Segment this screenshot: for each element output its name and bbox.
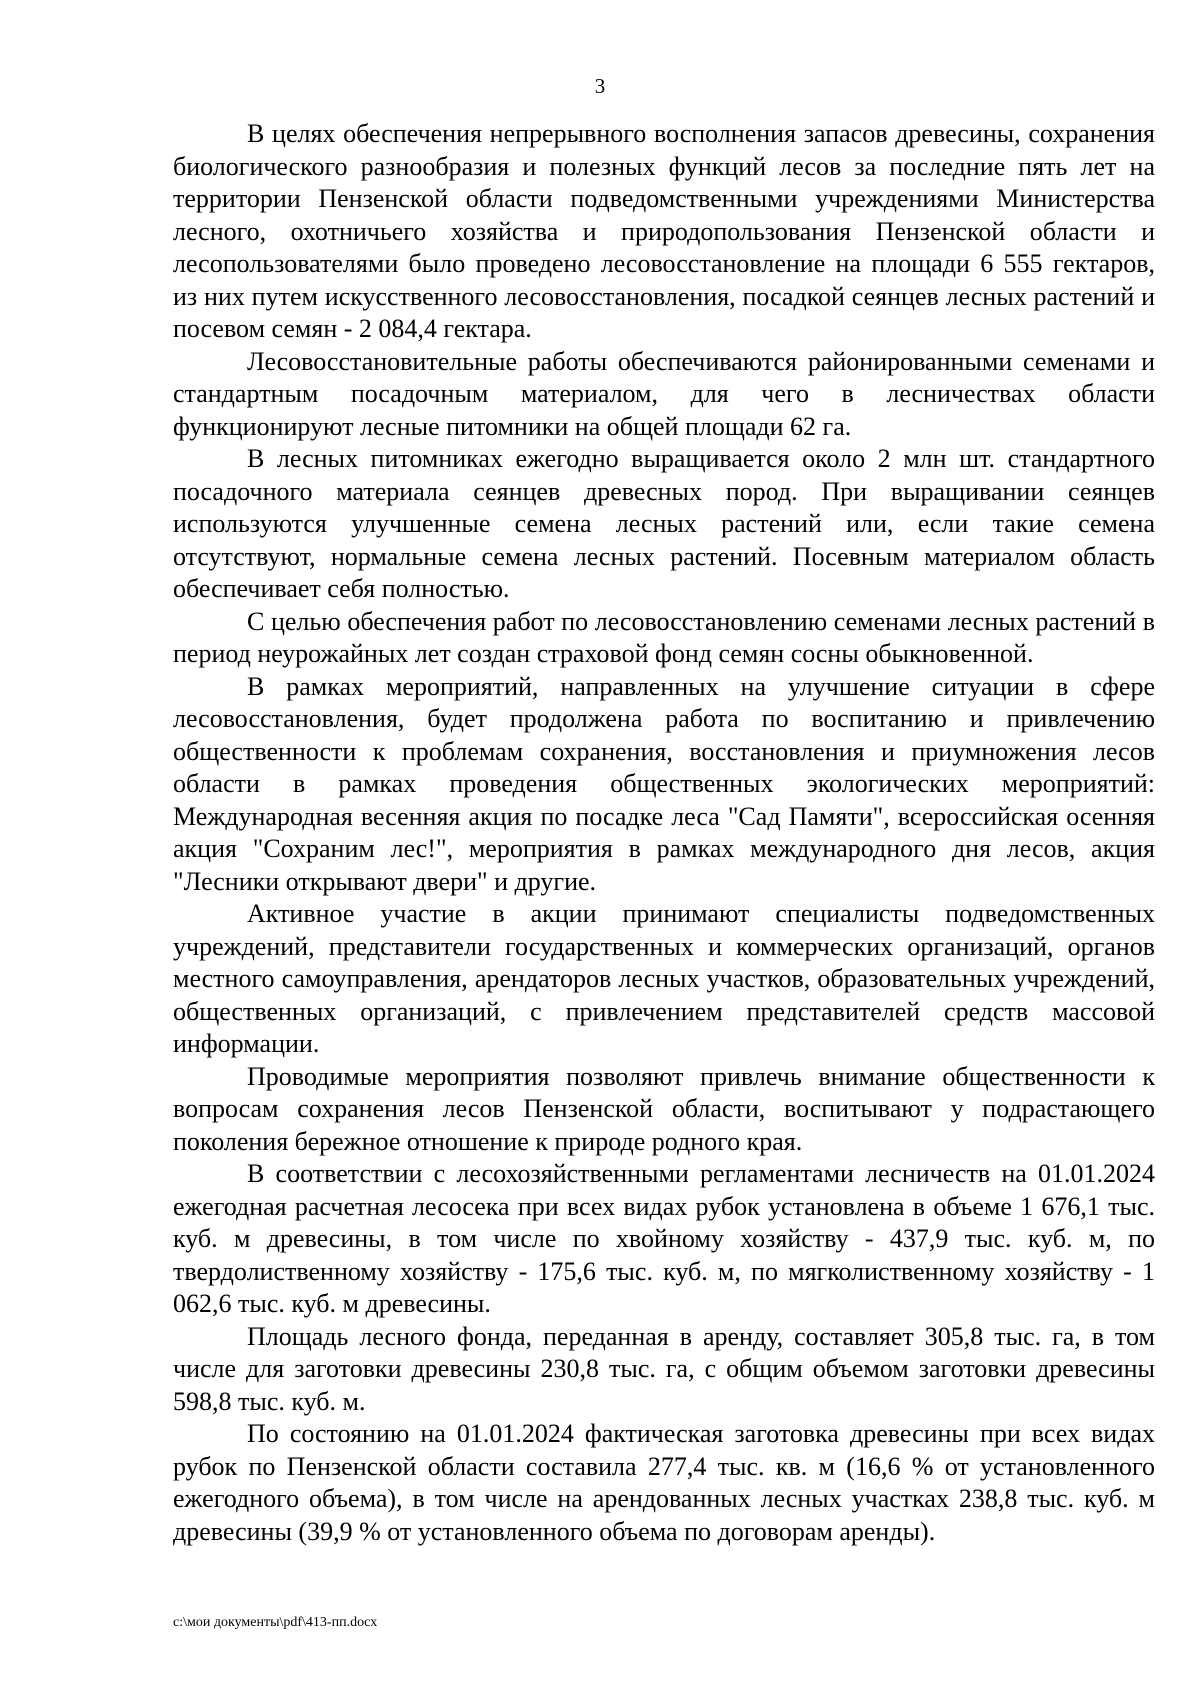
paragraph-public-events: В рамках мероприятий, направленных на улучшение ситуации в сфере лесовосстановления, будет продолжена работа по воспитанию и привлечению общественности к проблемам сохранения, восстановления и приумножения лесов области в рамках проведения общественных экологических мероприятий: Международная весенняя акция по посадке леса "Сад Памяти", всероссийская осенняя акция "Сохраним лес!", мероприятия в рамках международного дня лесов, акция "Лесники открывают двери" и другие. [173,671,1155,896]
paragraph-actual-harvest: По состоянию на 01.01.2024 фактическая заготовка древесины при всех видах рубок по Пензенской области составила 277,4 тыс. кв. м (16,6 % от установленного ежегодного объема), в том числе на арендованных лесных участках 238,8 тыс. куб. м древесины (39,9 % от установленного объема по договорам аренды). [173,1419,1155,1546]
paragraph-nurseries: В лесных питомниках ежегодно выращивается около 2 млн шт. стандартного посадочного материала сеянцев древесных пород. При выращивании сеянцев используются улучшенные семена лесных растений или, если такие семена отсутствуют, нормальные семена лесных растений. Посевным материалом область обеспечивает себя полностью. [173,444,1155,603]
paragraph-seed-supply: Лесовосстановительные работы обеспечиваются районированными семенами и стандартным посадочным материалом, для чего в лесничествах области функционируют лесные питомники на общей площади 62 га. [173,346,1155,441]
paragraph-reforestation-results: В целях обеспечения непрерывного восполнения запасов древесины, сохранения биологического разнообразия и полезных функций лесов за последние пять лет на территории Пензенской области подведомственными учреждениями Министерства лесного, охотничьего хозяйства и природопользования Пензенской области и лесопользователями было проведено лесовосстановление на площади 6 555 гектаров, из них путем искусственного лесовосстановления, посадкой сеянцев лесных растений и посевом семян - 2 084,4 гектара. [173,119,1155,343]
paragraph-participants: Активное участие в акции принимают специалисты подведомственных учреждений, представители государственных и коммерческих организаций, органов местного самоуправления, арендаторов лесных участков, образовательных учреждений, общественных организаций, с привлечением представителей средств массовой информации. [173,899,1155,1058]
paragraph-insurance-seed-fund: С целью обеспечения работ по лесовосстановлению семенами лесных растений в период неурожайных лет создан страховой фонд семян сосны обыкновенной. [173,606,1155,668]
footer-file-path: c:\мои документы\pdf\413-пп.docx [173,1615,378,1630]
paragraph-leased-area: Площадь лесного фонда, переданная в аренду, составляет 305,8 тыс. га, в том числе для заготовки древесины 230,8 тыс. га, с общим объемом заготовки древесины 598,8 тыс. куб. м. [173,1321,1155,1416]
paragraph-public-attention: Проводимые мероприятия позволяют привлечь внимание общественности к вопросам сохранения лесов Пензенской области, воспитывают у подрастающего поколения бережное отношение к природе родного края. [173,1061,1155,1156]
document-body [173,118,1155,1548]
paragraph-allowable-cut: В соответствии с лесохозяйственными регламентами лесничеств на 01.01.2024 ежегодная расчетная лесосека при всех видах рубок установлена в объеме 1 676,1 тыс. куб. м древесины, в том числе по хвойному хозяйству - 437,9 тыс. куб. м, по твердолиственному хозяйству - 175,6 тыс. куб. м, по мягколиственному хозяйству - 1 062,6 тыс. куб. м древесины. [173,1159,1155,1318]
page-number: 3 [594,74,606,98]
